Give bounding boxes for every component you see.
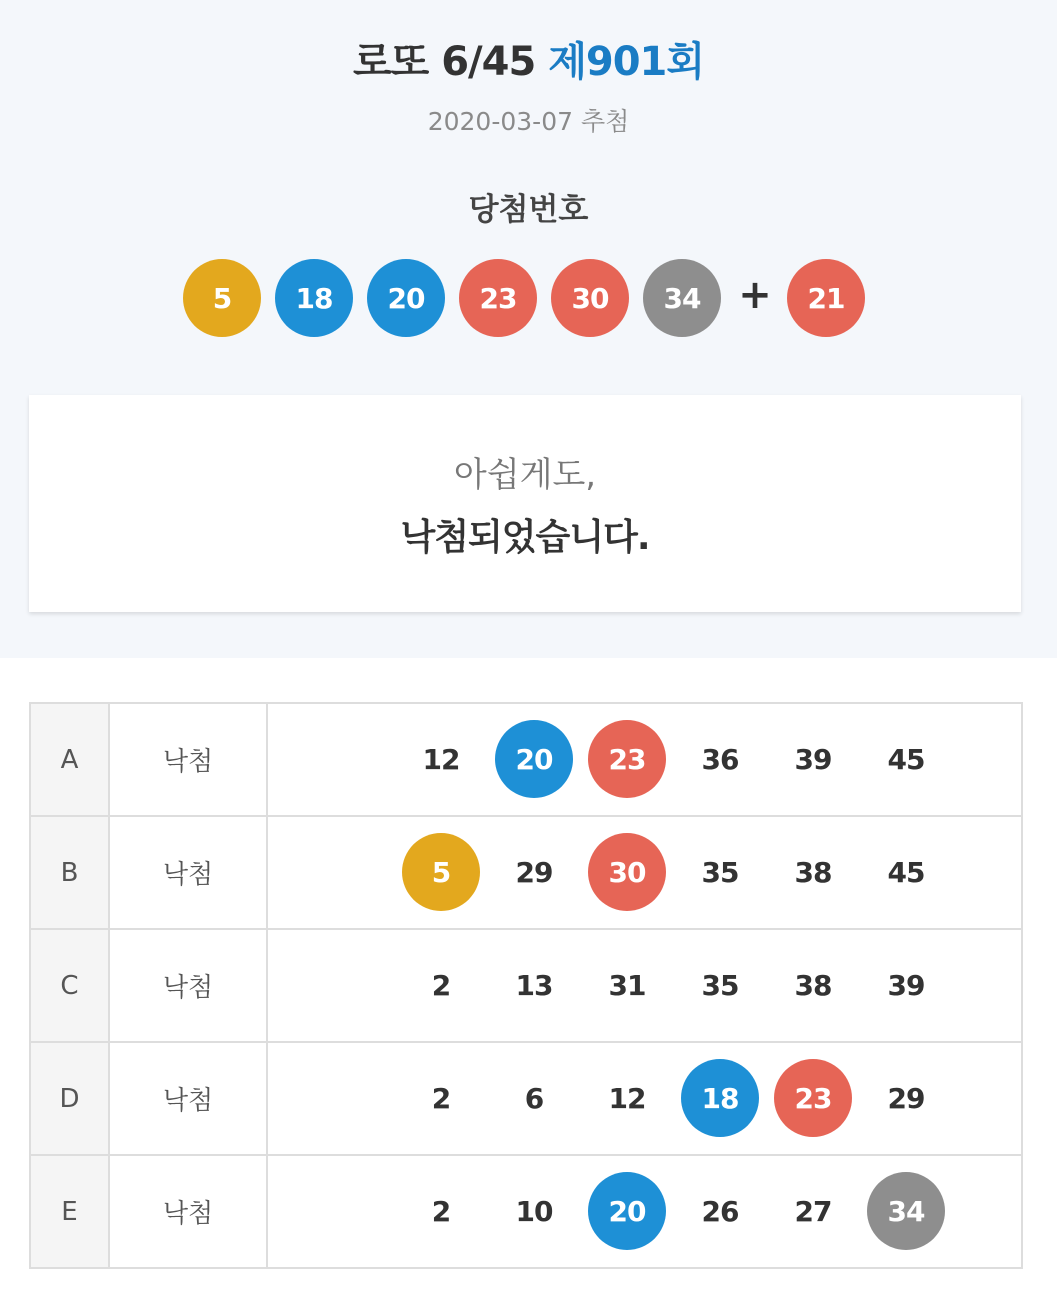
ticket-number: 12 <box>608 1081 646 1115</box>
ticket-letter: E <box>31 1156 110 1267</box>
matched-number-ball: 23 <box>774 1059 852 1137</box>
matched-number-ball: 34 <box>867 1172 945 1250</box>
ticket-numbers <box>268 930 1021 1041</box>
matched-number-ball: 5 <box>402 833 480 911</box>
ticket-status: 낙첨 <box>110 704 268 815</box>
page-title <box>0 30 1057 87</box>
ticket-letter: C <box>31 930 110 1041</box>
ticket-status: 낙첨 <box>110 817 268 928</box>
ticket-number: 6 <box>524 1081 544 1115</box>
ticket-number: 27 <box>794 1194 832 1228</box>
ticket-number: 38 <box>794 855 832 889</box>
winning-ball: 30 <box>551 259 629 337</box>
matched-number-ball: 23 <box>588 720 666 798</box>
matched-number-ball: 20 <box>588 1172 666 1250</box>
ticket-table <box>29 702 1023 1269</box>
ticket-letter: A <box>31 704 110 815</box>
ticket-row <box>31 1043 1021 1156</box>
ticket-number: 10 <box>515 1194 553 1228</box>
ticket-status: 낙첨 <box>110 1156 268 1267</box>
matched-number-ball: 30 <box>588 833 666 911</box>
round-number: 제901회 <box>548 39 705 85</box>
ticket-number: 35 <box>701 855 739 889</box>
draw-date: 2020-03-07 추첨 <box>427 107 630 136</box>
winning-ball: 20 <box>367 259 445 337</box>
ticket-number: 12 <box>422 742 460 776</box>
ticket-number: 39 <box>794 742 832 776</box>
game-name: 로또 6/45 <box>352 39 536 85</box>
matched-number-ball: 18 <box>681 1059 759 1137</box>
ticket-number: 45 <box>887 855 925 889</box>
ticket-row <box>31 817 1021 930</box>
ticket-number: 35 <box>701 968 739 1002</box>
ticket-number: 31 <box>608 968 646 1002</box>
winning-numbers-label: 당첨번호 <box>468 192 589 228</box>
ticket-numbers <box>268 704 1021 815</box>
winning-ball: 18 <box>275 259 353 337</box>
winning-ball: 23 <box>459 259 537 337</box>
ticket-letter: B <box>31 817 110 928</box>
ticket-number: 29 <box>887 1081 925 1115</box>
ticket-letter: D <box>31 1043 110 1154</box>
ticket-number: 39 <box>887 968 925 1002</box>
bonus-ball: 21 <box>787 259 865 337</box>
result-message: 낙첨되었습니다. <box>400 517 650 558</box>
matched-number-ball: 20 <box>495 720 573 798</box>
ticket-number: 2 <box>431 1081 451 1115</box>
result-subtitle: 아쉽게도, <box>453 455 597 495</box>
ticket-numbers <box>268 1156 1021 1267</box>
ticket-status: 낙첨 <box>110 1043 268 1154</box>
bonus-plus-sign: + <box>738 272 772 318</box>
ticket-number: 45 <box>887 742 925 776</box>
winning-ball: 34 <box>643 259 721 337</box>
ticket-numbers <box>268 1043 1021 1154</box>
ticket-status: 낙첨 <box>110 930 268 1041</box>
ticket-number: 26 <box>701 1194 739 1228</box>
ticket-number: 2 <box>431 1194 451 1228</box>
ticket-number: 36 <box>701 742 739 776</box>
ticket-row <box>31 1156 1021 1267</box>
ticket-number: 38 <box>794 968 832 1002</box>
winning-ball: 5 <box>183 259 261 337</box>
winning-numbers <box>0 259 1057 337</box>
ticket-row <box>31 704 1021 817</box>
ticket-number: 13 <box>515 968 553 1002</box>
ticket-row <box>31 930 1021 1043</box>
ticket-number: 2 <box>431 968 451 1002</box>
result-card <box>29 395 1021 612</box>
ticket-number: 29 <box>515 855 553 889</box>
ticket-numbers <box>268 817 1021 928</box>
